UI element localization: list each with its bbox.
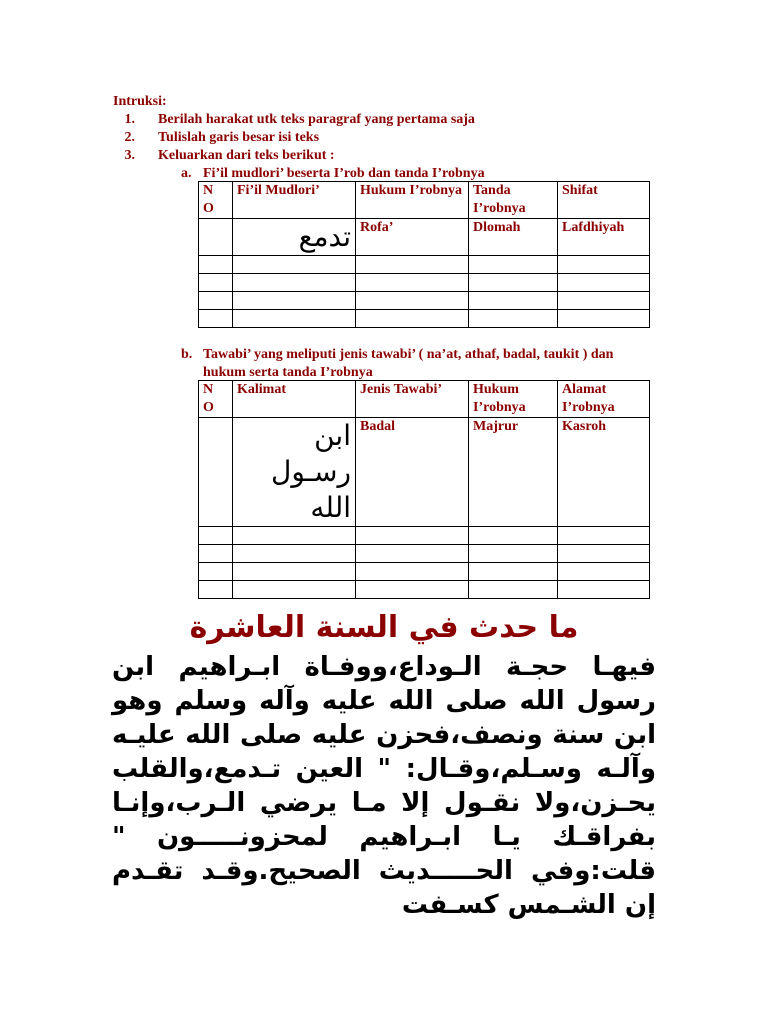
col-header-shifat: Shifat [558, 182, 650, 219]
table-fiil-mudlori [198, 181, 650, 328]
table-row [199, 563, 650, 581]
instruction-item: 1. Berilah harakat utk teks paragraf yang pertama saja [124, 112, 475, 127]
cell-kalimat: ابن رسـول الله [233, 418, 356, 527]
arabic-paragraph: فيهـا حجـة الـوداع،ووفـاة ابـراهيم ابن رسول الله صلى الله عليه وآله وسلم وهو ابن سنة ونصف،فحزن عليه صلى الله عليـه وآلـه وسـلم،وقـال: " العين تـدمع،والقلب يحـزن،ولا نقـول إلا مـا يرضي الـرب،وإنـا بفراقـك يـا ابـراهيم لمحزونـــــون " قلت:وفي الحـــــديث الصحيح.وقـد تقـدم إن الشـمس كسـفت [112, 652, 656, 920]
arabic-heading: ما حدث في السنة العاشرة [189, 610, 579, 645]
col-header-tanda: Tanda I’robnya [469, 182, 558, 219]
col-header-fiil: Fi’il Mudlori’ [233, 182, 356, 219]
cell-fiil: تدمع [233, 219, 356, 256]
cell-alamat: Kasroh [558, 418, 650, 527]
col-header-jenis: Jenis Tawabi’ [356, 381, 469, 418]
table-header-row [199, 381, 650, 418]
instructions-list [113, 111, 475, 165]
table-row [199, 310, 650, 328]
table-row [199, 274, 650, 292]
col-header-alamat: Alamat I’robnya [558, 381, 650, 418]
cell-no [199, 219, 233, 256]
cell-shifat: Lafdhiyah [558, 219, 650, 256]
section-b-heading: b. Tawabi’ yang meliputi jenis tawabi’ ( na’at, athaf, badal, taukit ) dan hukum serta tanda I’robnya [181, 347, 614, 380]
col-header-hukum: Hukum I’robnya [469, 381, 558, 418]
table-row [199, 581, 650, 599]
col-header-no: N O [199, 381, 233, 418]
table-row [199, 292, 650, 310]
instruction-item: 3. Keluarkan dari teks berikut : [124, 148, 335, 163]
table-row [199, 527, 650, 545]
table-row [199, 418, 650, 527]
table-row [199, 219, 650, 256]
table-row [199, 256, 650, 274]
instruction-item: 2. Tulislah garis besar isi teks [124, 130, 320, 145]
cell-no [199, 418, 233, 527]
table-header-row [199, 182, 650, 219]
table-row [199, 545, 650, 563]
section-a-heading: a. Fi’il mudlori’ beserta I’rob dan tanda I’robnya [181, 166, 485, 181]
instructions-title: Intruksi: [113, 94, 167, 109]
cell-hukum: Majrur [469, 418, 558, 527]
table-tawabi [198, 380, 650, 599]
col-header-no: N O [199, 182, 233, 219]
cell-hukum: Rofa’ [356, 219, 469, 256]
col-header-hukum: Hukum I’robnya [356, 182, 469, 219]
cell-tanda: Dlomah [469, 219, 558, 256]
col-header-kalimat: Kalimat [233, 381, 356, 418]
cell-jenis: Badal [356, 418, 469, 527]
